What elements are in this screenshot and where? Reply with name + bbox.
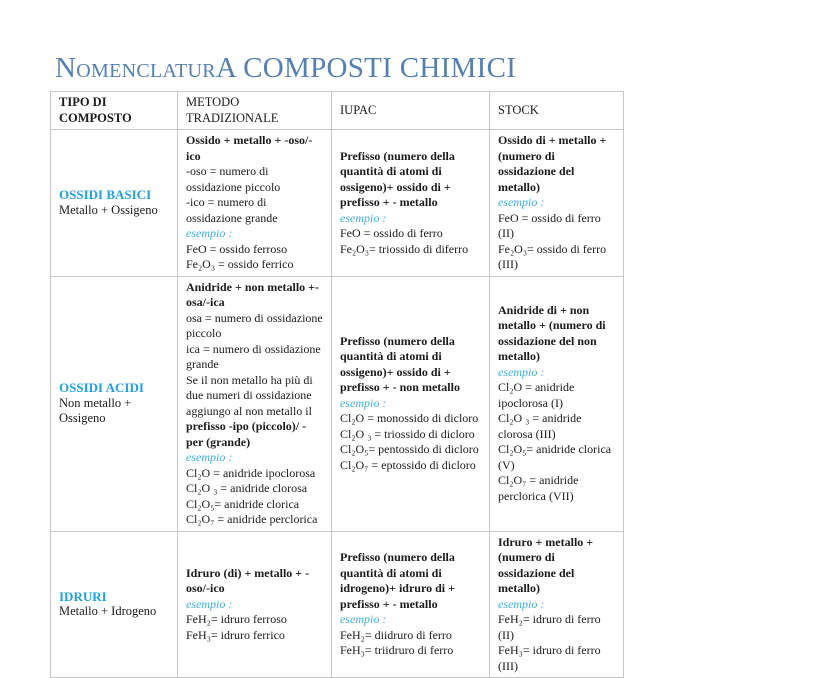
cell-line: Anidride di + non metallo + (numero di ossidazione del non metallo) <box>498 303 615 365</box>
cell-line: Prefisso (numero della quantità di atomi di ossigeno)+ ossido di + prefisso + - non metallo <box>340 334 481 396</box>
table-row-ossidi-acidi <box>51 276 624 531</box>
column-header-iupac: IUPAC <box>332 92 490 130</box>
column-header-metodo-tradizionale: METODO TRADIZIONALE <box>178 92 332 130</box>
cell-line: FeO = ossido di ferro (II) <box>498 211 615 242</box>
cell-line: ica = numero di ossidazione grande <box>186 342 323 373</box>
stock-cell <box>490 531 624 678</box>
table-row-ossidi-basici <box>51 130 624 277</box>
cell-line: Cl₂O = monossido di dicloro <box>340 411 481 427</box>
cell-line: Fe₂O₃= ossido di ferro (III) <box>498 242 615 273</box>
cell-line: FeH₂= idruro di ferro (II) <box>498 612 615 643</box>
cell-line: esempio : <box>498 365 615 381</box>
tipo-cell-ossidi-basici <box>51 130 178 277</box>
cell-line: Cl₂O ₃ = triossido di dicloro <box>340 427 481 443</box>
cell-line: Cl₂O₅= anidride clorica (V) <box>498 442 615 473</box>
cell-line: Fe₂O₃= triossido di diferro <box>340 242 481 258</box>
compound-composition: Metallo + Idrogeno <box>59 604 169 620</box>
cell-line: -oso = numero di ossidazione piccolo <box>186 164 323 195</box>
tipo-cell-ossidi-acidi <box>51 276 178 531</box>
cell-line: Prefisso (numero della quantità di atomi di idrogeno)+ idruro di + prefisso + - metallo <box>340 550 481 612</box>
metodo-tradizionale-cell <box>178 276 332 531</box>
iupac-cell <box>332 531 490 678</box>
cell-line: -ico = numero di ossidazione grande <box>186 195 323 226</box>
cell-line: esempio : <box>498 195 615 211</box>
compound-type-name: IDRURI <box>59 589 169 605</box>
cell-line: Cl₂O₅= anidride clorica <box>186 497 323 513</box>
cell-line: Cl₂O = anidride ipoclorosa (I) <box>498 380 615 411</box>
metodo-tradizionale-cell <box>178 130 332 277</box>
column-header-tipo-di-composto: TIPO DI COMPOSTO <box>51 92 178 130</box>
compound-type-name: OSSIDI ACIDI <box>59 380 169 396</box>
cell-line: esempio : <box>340 396 481 412</box>
cell-line: esempio : <box>340 612 481 628</box>
table-header-row <box>51 92 624 130</box>
cell-line: Cl₂O₅= pentossido di dicloro <box>340 442 481 458</box>
cell-line: Cl₂O = anidride ipoclorosa <box>186 466 323 482</box>
cell-line: Cl₂O₇ = eptossido di dicloro <box>340 458 481 474</box>
cell-line: Se il non metallo ha più di due numeri di ossidazione aggiungo al non metallo il prefisso -ipo (piccolo)/ -per (grande) <box>186 373 323 451</box>
cell-line: Fe₂O₃ = ossido ferrico <box>186 257 323 273</box>
cell-line: Cl₂O₇ = anidride perclorica (VII) <box>498 473 615 504</box>
compound-composition: Metallo + Ossigeno <box>59 203 169 219</box>
cell-line: esempio : <box>186 226 323 242</box>
metodo-tradizionale-cell <box>178 531 332 678</box>
table-row-idruri <box>51 531 624 678</box>
cell-line: Anidride + non metallo +-osa/-ica <box>186 280 323 311</box>
cell-line: FeH₃= triidruro di ferro <box>340 643 481 659</box>
tipo-cell-idruri <box>51 531 178 678</box>
cell-line: FeH₃= idruro ferrico <box>186 628 323 644</box>
page-title: NomenclaturA COMPOSTI CHIMICI <box>55 52 516 85</box>
stock-cell <box>490 276 624 531</box>
cell-line: FeH₂= idruro ferroso <box>186 612 323 628</box>
stock-cell <box>490 130 624 277</box>
cell-line: esempio : <box>340 211 481 227</box>
compound-composition: Non metallo + Ossigeno <box>59 396 169 427</box>
cell-line: Cl₂O ₃ = anidride clorosa (III) <box>498 411 615 442</box>
compound-type-name: OSSIDI BASICI <box>59 187 169 203</box>
cell-line: Cl₂O₇ = anidride perclorica <box>186 512 323 528</box>
column-header-stock: STOCK <box>490 92 624 130</box>
cell-line: FeH₂= diidruro di ferro <box>340 628 481 644</box>
cell-line: FeH₃= idruro di ferro (III) <box>498 643 615 674</box>
nomenclature-table <box>50 91 624 678</box>
cell-line: FeO = ossido ferroso <box>186 242 323 258</box>
iupac-cell <box>332 276 490 531</box>
cell-line: Prefisso (numero della quantità di atomi di ossigeno)+ ossido di + prefisso + - metallo <box>340 149 481 211</box>
cell-line: Idruro + metallo + (numero di ossidazione del metallo) <box>498 535 615 597</box>
cell-line: esempio : <box>498 597 615 613</box>
cell-line: esempio : <box>186 450 323 466</box>
cell-line: esempio : <box>186 597 323 613</box>
iupac-cell <box>332 130 490 277</box>
cell-line: Ossido + metallo + -oso/-ico <box>186 133 323 164</box>
cell-line: osa = numero di ossidazione piccolo <box>186 311 323 342</box>
cell-line: FeO = ossido di ferro <box>340 226 481 242</box>
cell-line: Ossido di + metallo + (numero di ossidazione del metallo) <box>498 133 615 195</box>
cell-line: Idruro (di) + metallo + -oso/-ico <box>186 566 323 597</box>
cell-line: Cl₂O ₃ = anidride clorosa <box>186 481 323 497</box>
